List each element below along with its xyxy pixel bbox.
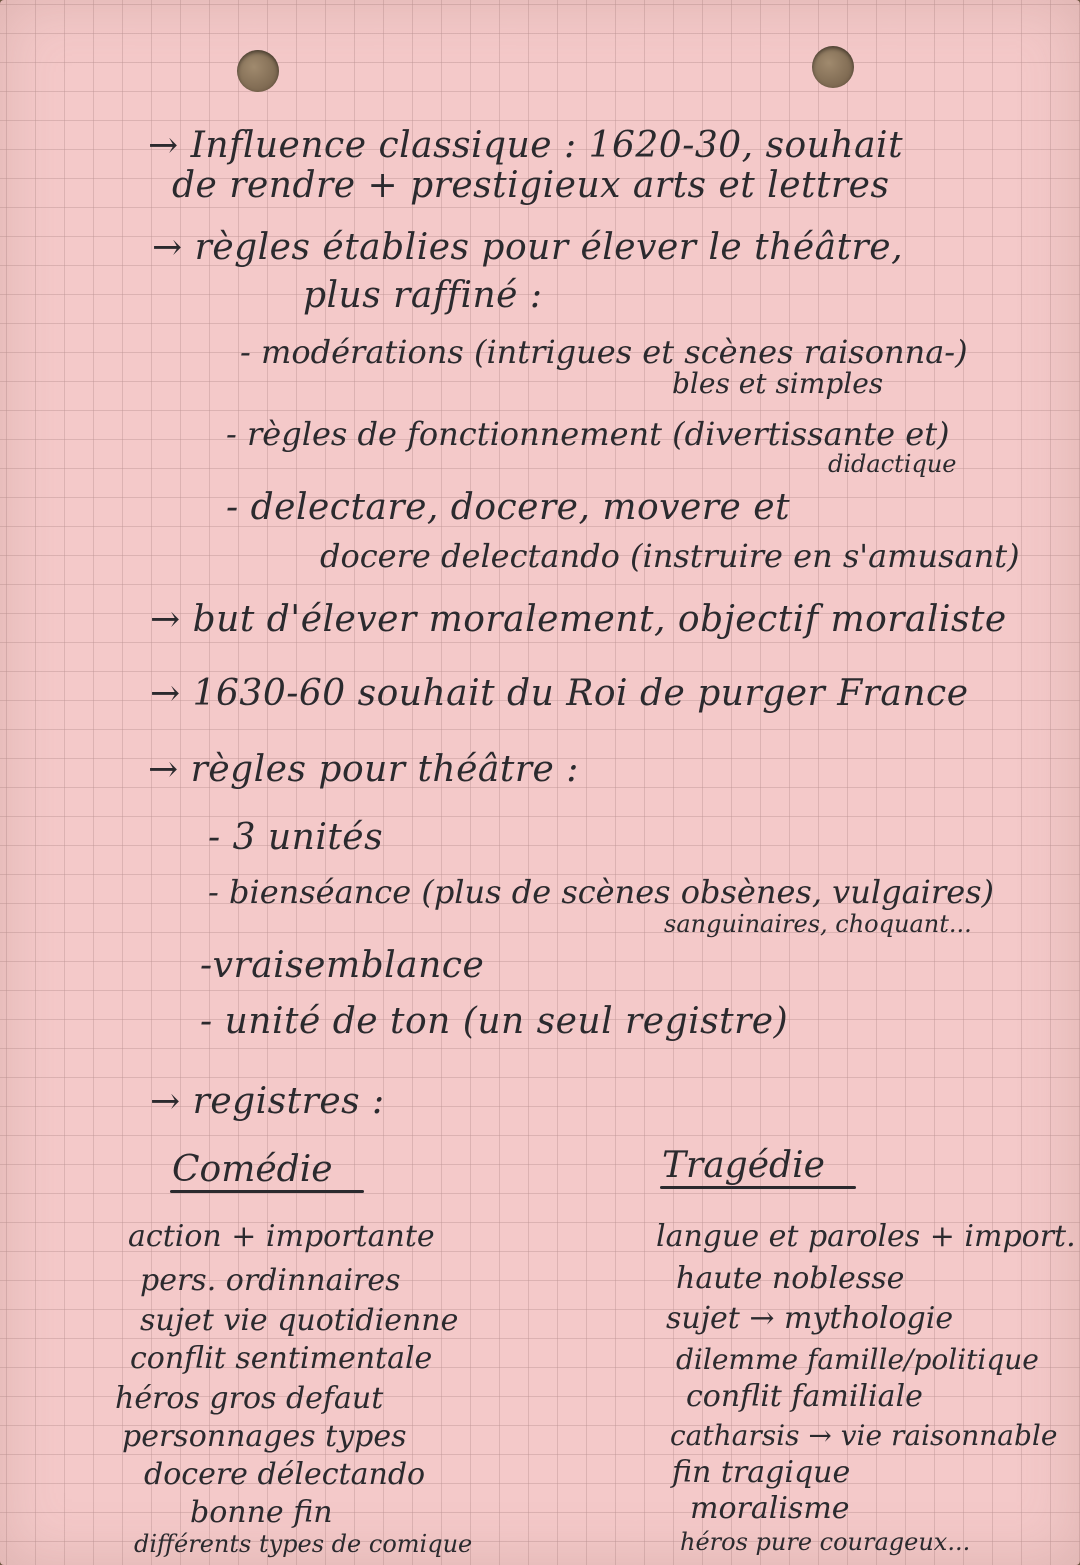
tragedie-item: dilemme famille/politique [676,1343,1039,1376]
comedie-item: docere délectando [144,1457,426,1492]
note-line: plus raffiné : [303,275,543,316]
comedie-heading: Comédie [172,1149,333,1190]
note-line: bles et simples [672,367,884,400]
note-line: - modérations (intrigues et scènes raisonna-) [240,333,968,371]
tragedie-item: haute noblesse [676,1261,905,1296]
note-line: → règles pour théâtre : [148,749,579,790]
comedie-item: pers. ordinnaires [140,1263,401,1298]
tragedie-underline [660,1186,856,1189]
note-line: → 1630-60 souhait du Roi de purger France [150,673,969,714]
note-line: - delectare, docere, movere et [226,487,791,528]
note-line: -vraisemblance [200,945,485,986]
note-line: → registres : [150,1081,385,1122]
tragedie-item: fin tragique [672,1455,851,1490]
note-line: - règles de fonctionnement (divertissante et) [226,415,950,453]
note-line: sanguinaires, choquant... [664,910,972,938]
comedie-item: sujet vie quotidienne [140,1303,459,1338]
comedie-item: différents types de comique [134,1530,473,1558]
note-line: → règles établies pour élever le théâtre, [152,227,904,268]
note-line: → but d'élever moralement, objectif moraliste [150,599,1007,640]
note-line: de rendre + prestigieux arts et lettres [172,165,890,206]
comedie-item: action + importante [128,1219,435,1254]
note-line: - unité de ton (un seul registre) [200,1001,789,1042]
punch-hole-left [237,50,279,92]
comedie-item: conflit sentimentale [130,1341,433,1376]
tragedie-item: conflit familiale [686,1379,923,1414]
tragedie-item: catharsis → vie raisonnable [670,1419,1058,1452]
tragedie-item: sujet → mythologie [666,1301,954,1336]
tragedie-item: héros pure courageux... [680,1528,971,1556]
note-line: docere delectando (instruire en s'amusant) [320,537,1020,575]
note-line: → Influence classique : 1620-30, souhait [148,125,904,166]
tragedie-heading: Tragédie [662,1145,825,1186]
note-line: - 3 unités [208,817,384,858]
comedie-item: bonne fin [190,1495,333,1530]
note-line: didactique [828,450,957,478]
comedie-underline [170,1190,364,1193]
punch-hole-right [812,46,854,88]
comedie-item: personnages types [122,1419,407,1454]
tragedie-item: langue et paroles + import. [656,1219,1076,1254]
tragedie-item: moralisme [690,1491,850,1526]
comedie-item: héros gros defaut [115,1381,384,1416]
note-line: - bienséance (plus de scènes obsènes, vulgaires) [208,873,995,911]
